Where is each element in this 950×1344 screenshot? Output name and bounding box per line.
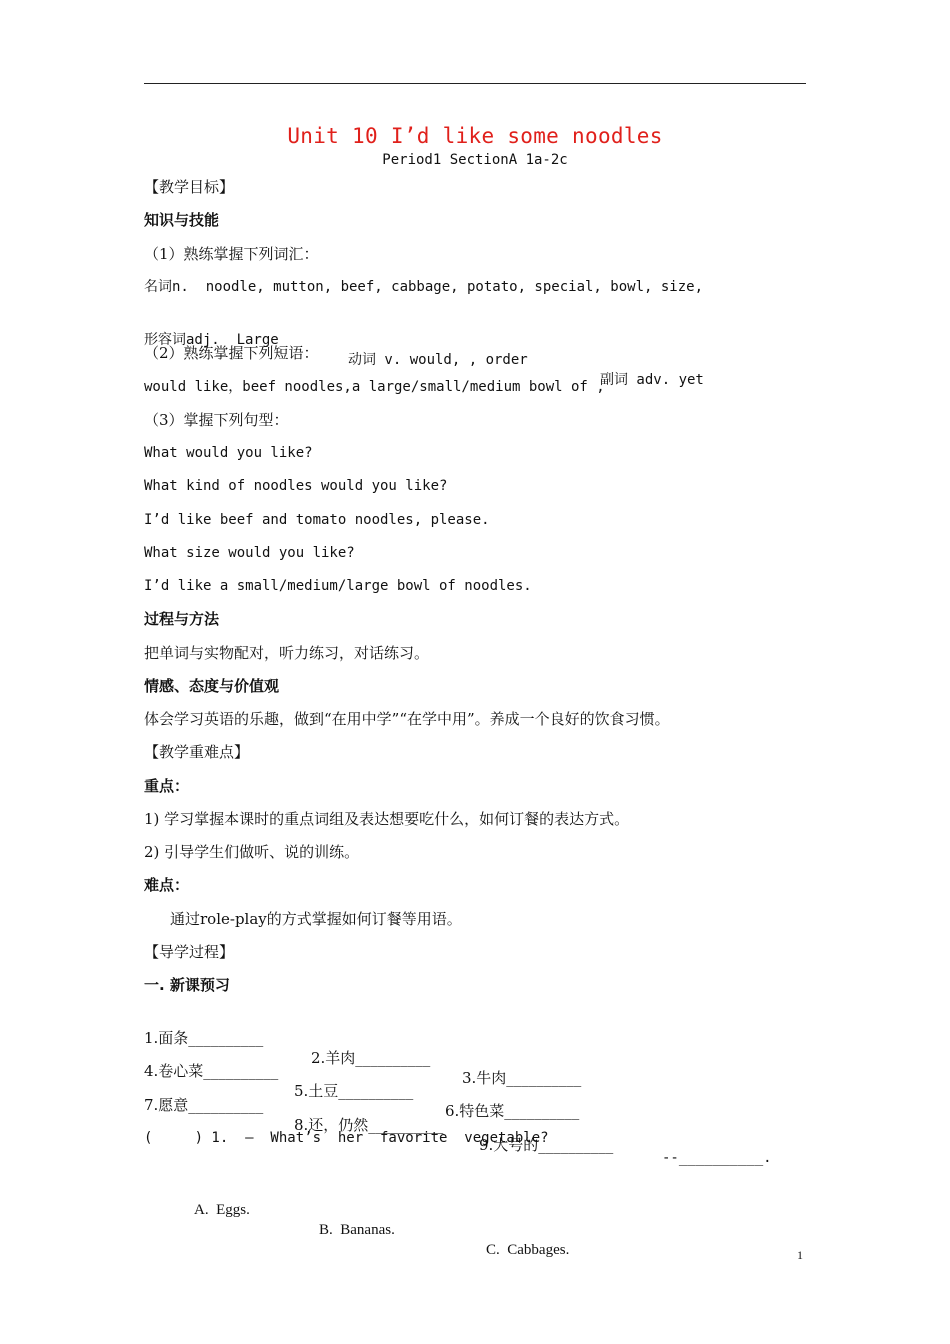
vocab-item-label: （1）熟练掌握下列词汇：	[144, 245, 319, 263]
vocab-blank: 7.愿意__________	[144, 1096, 264, 1114]
process-text: 把单词与实物配对，听力练习，对话练习。	[144, 644, 430, 662]
verb-line: 动词 v. would, , order	[348, 352, 528, 368]
emotion-heading: 情感、态度与价值观	[144, 677, 280, 695]
vocab-blank: 3.牛肉__________	[462, 1069, 582, 1087]
emotion-text: 体会学习英语的乐趣，做到“在用中学”“在学中用”。养成一个良好的饮食习惯。	[144, 710, 670, 728]
focus-heading: 重点：	[144, 777, 190, 795]
sentence-line: What kind of noodles would you like?	[144, 478, 448, 494]
option-c: C. Cabbages.	[486, 1242, 570, 1258]
phrases-line: would like，beef noodles,a large/small/medium bowl of ,	[144, 379, 605, 395]
sentence-line: What size would you like?	[144, 545, 355, 561]
answer-options	[144, 1180, 806, 1280]
guide-heading: 【导学过程】	[144, 943, 235, 961]
option-b: B. Bananas.	[319, 1222, 395, 1238]
key-points-heading: 【教学重难点】	[144, 743, 250, 761]
sentence-line: I’d like a small/medium/large bowl of noodles.	[144, 578, 532, 594]
objectives-heading: 【教学目标】	[144, 178, 235, 196]
sentence-line: I’d like beef and tomato noodles, please.	[144, 512, 490, 528]
vocab-blank: 8.还，仍然__________	[294, 1116, 444, 1134]
adj-line: 形容词adj. Large	[144, 332, 279, 348]
focus-item: 2) 引导学生们做听、说的训练。	[144, 843, 360, 861]
sentences-item-label: （3）掌握下列句型：	[144, 411, 289, 429]
answer-blank: --__________.	[662, 1150, 772, 1166]
question-1	[144, 1108, 806, 1188]
vocab-blank: 9.大号的__________	[479, 1136, 614, 1154]
focus-item: 1) 学习掌握本课时的重点词组及表达想要吃什么，如何订餐的表达方式。	[144, 810, 630, 828]
vocab-blank: 5.土豆__________	[294, 1082, 414, 1100]
vocab-blank: 2.羊肉__________	[311, 1049, 431, 1067]
nouns-line: 名词n. noodle, mutton, beef, cabbage, potato, special, bowl, size,	[144, 279, 704, 295]
option-a: A. Eggs.	[194, 1202, 250, 1218]
vocab-blank: 6.特色菜__________	[445, 1102, 580, 1120]
unit-title: Unit 10 I’d like some noodles	[287, 124, 663, 148]
vocab-blank: 1.面条__________	[144, 1029, 264, 1047]
header-rule	[144, 83, 806, 84]
knowledge-heading: 知识与技能	[144, 211, 220, 229]
difficulty-heading: 难点：	[144, 876, 190, 894]
question-text: ( ) 1. – What’s her favorite vegetable?	[144, 1130, 549, 1146]
vocab-blank: 4.卷心菜__________	[144, 1062, 279, 1080]
preview-heading: 一. 新课预习	[144, 976, 230, 994]
period-subtitle: Period1 SectionA 1a-2c	[382, 152, 568, 168]
sentence-line: What would you like?	[144, 445, 313, 461]
difficulty-text: 通过role-play的方式掌握如何订餐等用语。	[170, 910, 462, 928]
phrases-item-label: （2）熟练掌握下列短语：	[144, 344, 319, 362]
page-number: 1	[797, 1248, 803, 1262]
process-heading: 过程与方法	[144, 610, 220, 628]
adv-line: 副词 adv. yet	[600, 372, 704, 388]
